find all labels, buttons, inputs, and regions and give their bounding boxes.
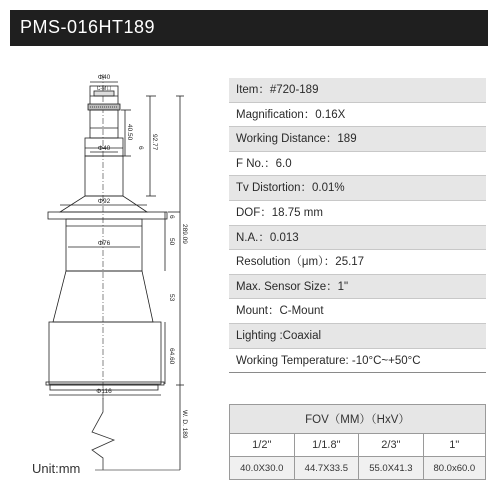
- spec-list: [229, 78, 486, 373]
- spec-magnification: Magnification：0.16X: [229, 103, 486, 128]
- dim-diameter-116: Φ116: [96, 388, 112, 395]
- unit-label: Unit:mm: [32, 461, 81, 476]
- dim-diameter-76: Φ76: [97, 240, 111, 247]
- dim-height-64-6: 64.60: [168, 348, 175, 365]
- fov-value: 80.0x60.0: [423, 457, 485, 480]
- page-title: PMS-016HT189: [20, 17, 156, 37]
- spec-item: Item：#720-189: [229, 78, 486, 103]
- fov-header: FOV（MM）（HxV）: [230, 405, 486, 434]
- spec-na: N.A.：0.013: [229, 226, 486, 251]
- dim-diameter-40-bottom: Φ40: [97, 145, 111, 152]
- dim-working-distance: W. D. 189: [181, 410, 188, 439]
- spec-resolution: Resolution（μm）：25.17: [229, 250, 486, 275]
- spec-tv-distortion: Tv Distortion：0.01%: [229, 176, 486, 201]
- dim-diameter-92: Φ92: [97, 198, 111, 205]
- dim-height-289: 289.09: [181, 224, 188, 244]
- title-bar: [10, 10, 488, 46]
- fov-value: 44.7X33.5: [294, 457, 359, 480]
- spec-f-number: F No.：6.0: [229, 152, 486, 177]
- dim-height-50: 50: [168, 238, 175, 246]
- spec-lighting: Lighting :Coaxial: [229, 324, 486, 349]
- dim-diameter-40-top: Φ40: [97, 74, 111, 81]
- spec-dof: DOF：18.75 mm: [229, 201, 486, 226]
- lens-drawing: [0, 60, 222, 484]
- fov-sensor: 1": [423, 434, 485, 457]
- dim-height-53: 53: [168, 294, 175, 302]
- dim-height-6-top: 6: [137, 146, 144, 150]
- dim-height-40-50: 40.50: [126, 124, 133, 141]
- fov-value: 40.0X30.0: [230, 457, 295, 480]
- fov-table: [229, 404, 486, 480]
- fov-sensor: 2/3": [359, 434, 424, 457]
- fov-value: 55.0X41.3: [359, 457, 424, 480]
- spec-mount: Mount：C-Mount: [229, 299, 486, 324]
- dim-height-92-77: 92.77: [151, 134, 158, 151]
- fov-sensor: 1/1.8": [294, 434, 359, 457]
- dim-height-6-mid: 6: [168, 215, 175, 219]
- spec-working-distance: Working Distance：189: [229, 127, 486, 152]
- dim-c-mount: C-M口: [96, 86, 112, 92]
- spec-max-sensor-size: Max. Sensor Size：1": [229, 275, 486, 300]
- fov-sensor: 1/2": [230, 434, 295, 457]
- spec-working-temperature: Working Temperature: -10°C~+50°C: [229, 349, 486, 374]
